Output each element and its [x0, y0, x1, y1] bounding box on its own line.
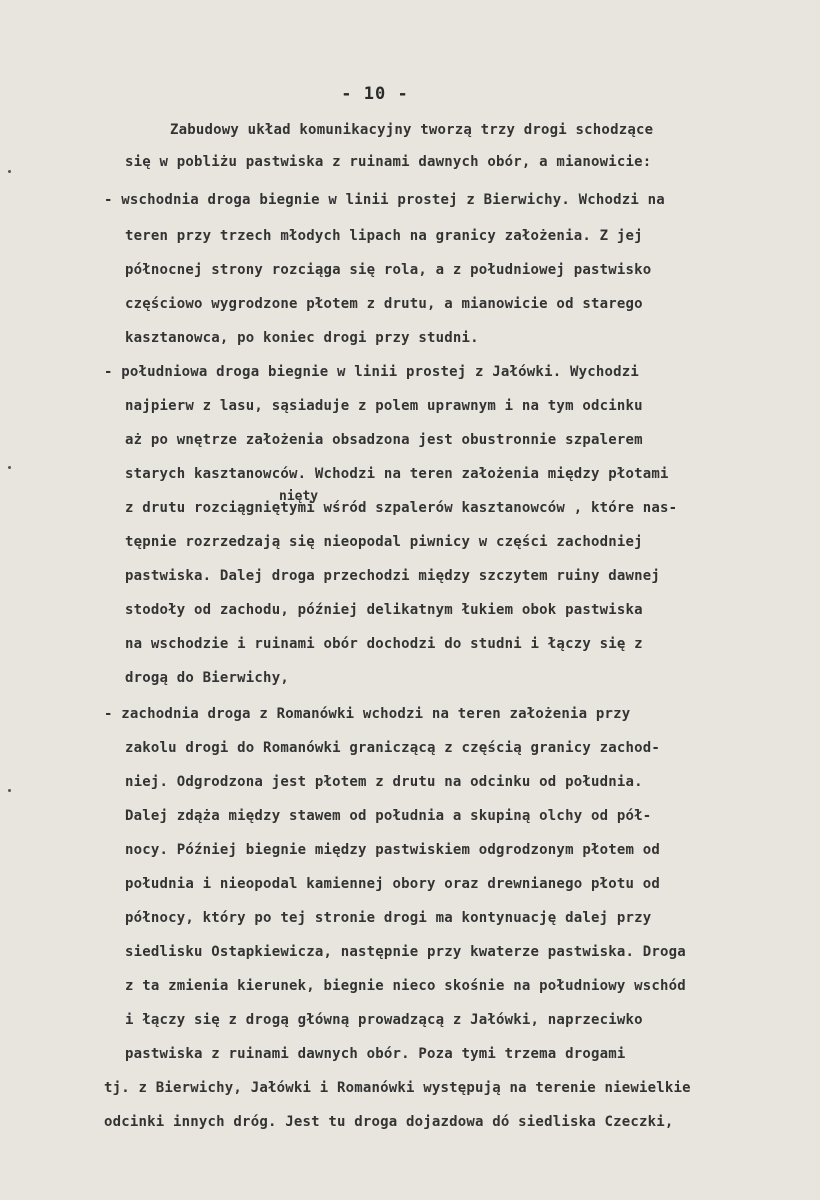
margin-mark [8, 170, 11, 173]
text-line: stodoły od zachodu, później delikatnym łukiem obok pastwiska [125, 602, 643, 618]
text-line: - wschodnia droga biegnie w linii prostej z Bierwichy. Wchodzi na [104, 192, 665, 208]
text-line: północy, który po tej stronie drogi ma kontynuację dalej przy [125, 910, 652, 926]
margin-mark [8, 789, 11, 792]
text-line: siedlisku Ostapkiewicza, następnie przy kwaterze pastwiska. Droga [125, 944, 686, 960]
text-line: się w pobliżu pastwiska z ruinami dawnych obór, a mianowicie: [125, 154, 652, 170]
text-line: na wschodzie i ruinami obór dochodzi do studni i łączy się z [125, 636, 643, 652]
text-line: teren przy trzech młodych lipach na granicy założenia. Z jej [125, 228, 643, 244]
text-line: północnej strony rozciąga się rola, a z południowej pastwisko [125, 262, 652, 278]
text-line: zakolu drogi do Romanówki graniczącą z częścią granicy zachod- [125, 740, 660, 756]
text-line: Zabudowy układ komunikacyjny tworzą trzy drogi schodzące [170, 122, 654, 138]
text-line: niej. Odgrodzona jest płotem z drutu na odcinku od południa. [125, 774, 643, 790]
text-line: - południowa droga biegnie w linii prostej z Jałówki. Wychodzi [104, 364, 639, 380]
text-line: - zachodnia droga z Romanówki wchodzi na teren założenia przy [104, 706, 631, 722]
text-line: starych kasztanowców. Wchodzi na teren założenia między płotami [125, 466, 669, 482]
text-line: nocy. Później biegnie między pastwiskiem odgrodzonym płotem od [125, 842, 660, 858]
text-line: Dalej zdąża między stawem od południa a skupiną olchy od pół- [125, 808, 652, 824]
text-line: tj. z Bierwichy, Jałówki i Romanówki występują na terenie niewielkie [104, 1080, 691, 1096]
text-line: pastwiska. Dalej droga przechodzi między szczytem ruiny dawnej [125, 568, 660, 584]
handwritten-insertion: nięty [279, 489, 319, 504]
text-line: odcinki innych dróg. Jest tu droga dojazdowa dó siedliska Czeczki, [104, 1114, 674, 1130]
text-line: drogą do Bierwichy, [125, 670, 289, 686]
text-line: tępnie rozrzedzają się nieopodal piwnicy w części zachodniej [125, 534, 643, 550]
text-line: najpierw z lasu, sąsiaduje z polem uprawnym i na tym odcinku [125, 398, 643, 414]
text-line: południa i nieopodal kamiennej obory oraz drewnianego płotu od [125, 876, 660, 892]
text-line: i łączy się z drogą główną prowadzącą z Jałówki, naprzeciwko [125, 1012, 643, 1028]
text-line: z drutu rozciągniętymi wśród szpalerów kasztanowców , które nas- [125, 500, 678, 516]
margin-mark [8, 466, 11, 469]
text-line: pastwiska z ruinami dawnych obór. Poza tymi trzema drogami [125, 1046, 626, 1062]
text-line: aż po wnętrze założenia obsadzona jest obustronnie szpalerem [125, 432, 643, 448]
text-line: kasztanowca, po koniec drogi przy studni. [125, 330, 479, 346]
page-number: - 10 - [341, 84, 409, 104]
text-line: z ta zmienia kierunek, biegnie nieco skośnie na południowy wschód [125, 978, 686, 994]
text-line: częściowo wygrodzone płotem z drutu, a mianowicie od starego [125, 296, 643, 312]
